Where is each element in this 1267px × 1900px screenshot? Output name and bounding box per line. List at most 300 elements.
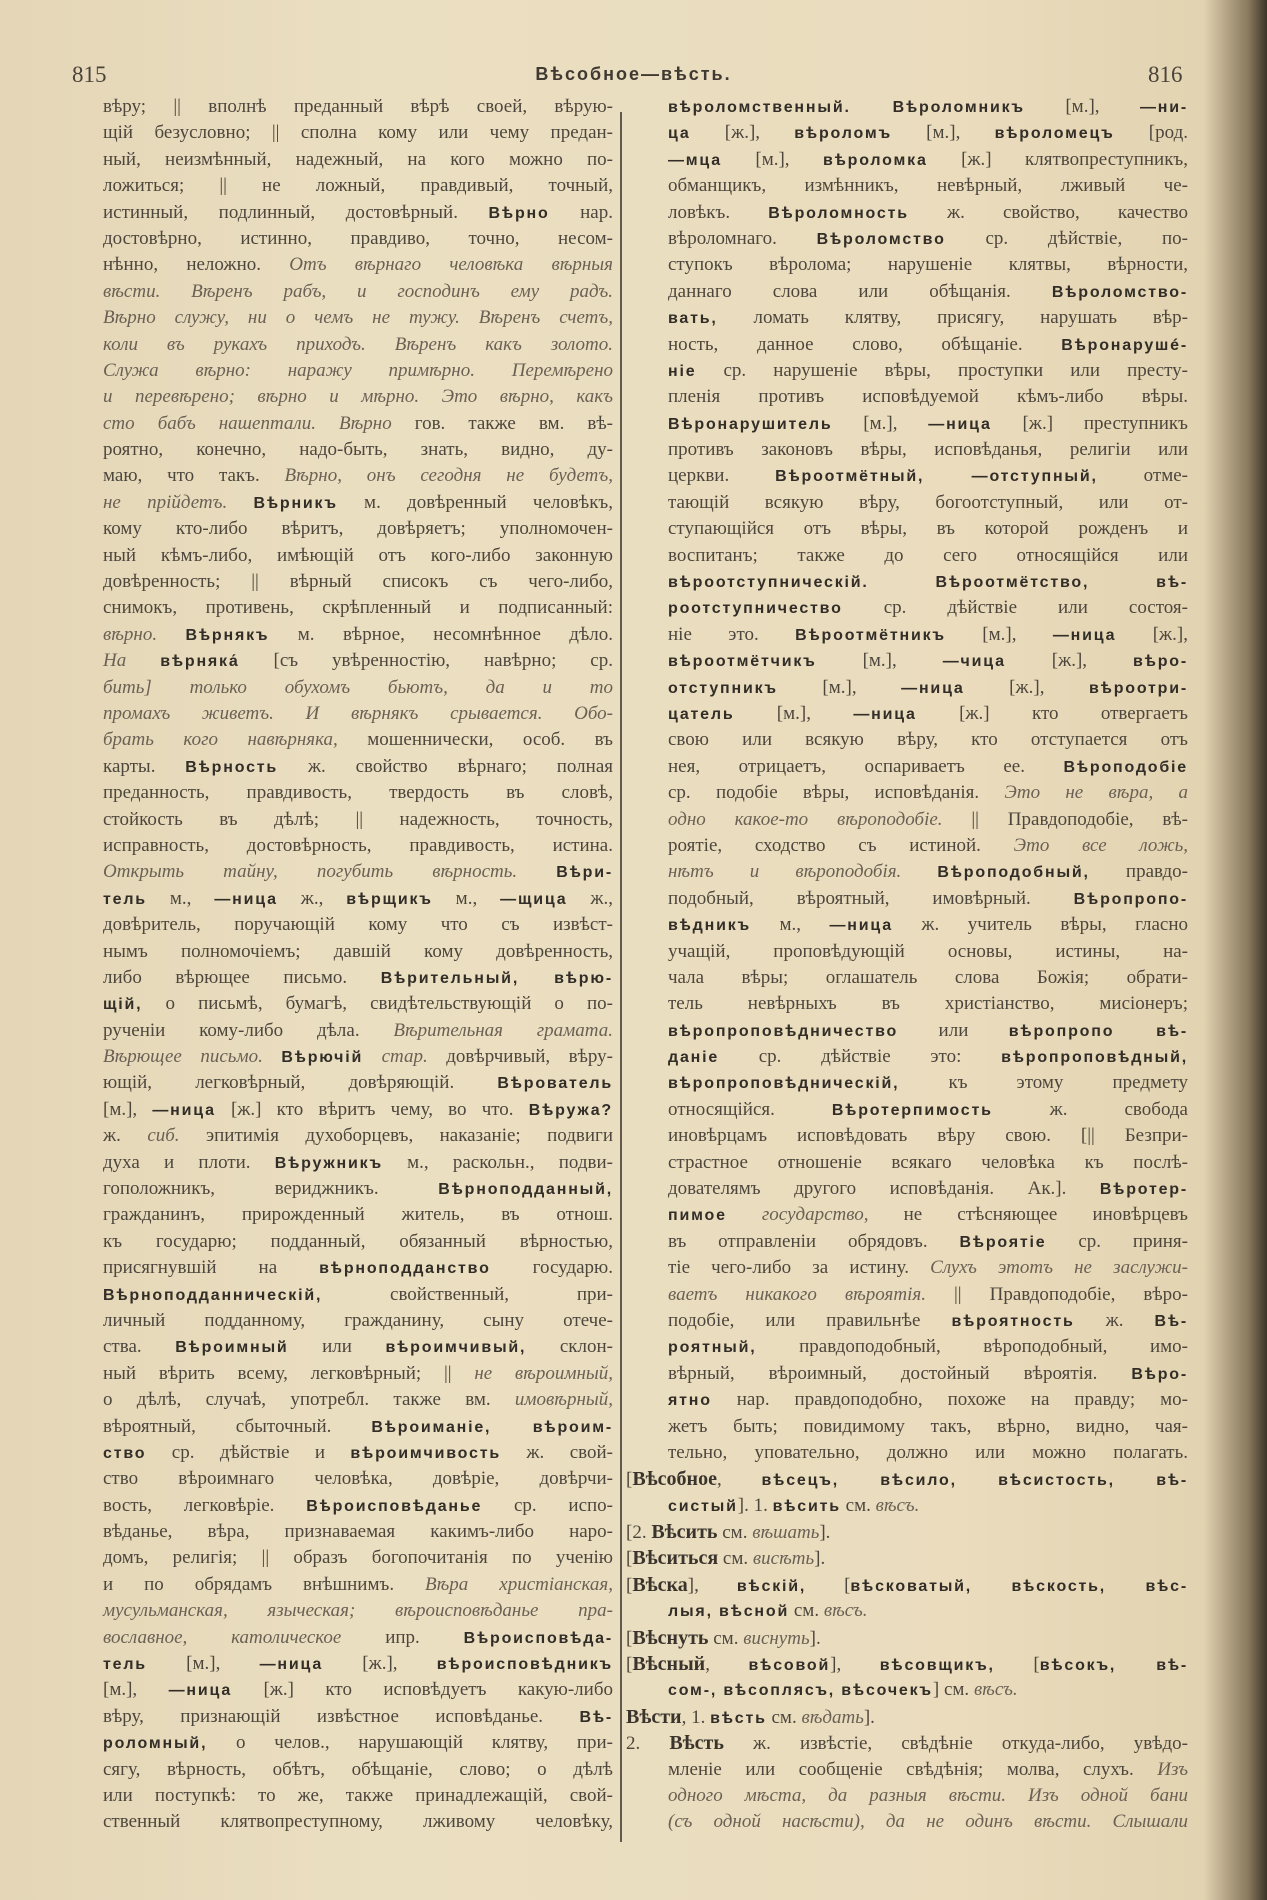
headword: —ница <box>928 415 992 433</box>
body-text: тающій всякую вѣру, богоотступный, или от- <box>668 491 1188 513</box>
text-line <box>668 912 1188 938</box>
text-line <box>668 332 1188 358</box>
body-text: [ж.] преступникъ <box>991 412 1188 434</box>
example-text: Вѣрно, онъ сегодня не будетъ, <box>284 465 613 487</box>
entry-headword: Вѣситься <box>632 1547 719 1570</box>
body-text: иновѣрцамъ исповѣдовать вѣру свою. [|| Безпри- <box>668 1125 1188 1147</box>
example-text: бить] только обухомъ бьютъ, да и то <box>103 676 613 698</box>
body-text: къ этому предмету <box>899 1072 1188 1094</box>
body-text: ]. <box>809 1627 821 1649</box>
example-text: Изъ <box>1157 1758 1188 1780</box>
text-line <box>668 1677 1188 1703</box>
headword: тель <box>103 1656 147 1674</box>
body-text: исправность, достовѣрность, правдивость, истина. <box>103 834 613 856</box>
text-line <box>668 1757 1188 1783</box>
body-text: 2. <box>626 1733 670 1755</box>
body-text: вѣрный, вѣроимный, достойный вѣроятія. <box>668 1362 1132 1384</box>
body-text: гоположникъ, вериджникъ. <box>103 1178 439 1200</box>
body-text: [м.], <box>816 650 943 672</box>
headword: тель <box>103 890 147 908</box>
body-text: ж., <box>567 887 613 909</box>
example-text: вѣсти. Вѣренъ рабъ, и господинъ ему радъ. <box>103 280 613 302</box>
body-text: [ <box>626 1627 633 1649</box>
text-line <box>668 1598 1188 1624</box>
headword: Вѣроятіе <box>959 1233 1047 1251</box>
body-text: эпитимія духоборцевъ, наказаніе; подвиги <box>179 1125 613 1147</box>
body-text: ср. нарушеніе вѣры, проступки или престу- <box>696 359 1188 381</box>
body-text: [ж.], <box>964 676 1090 698</box>
text-line <box>103 1414 613 1440</box>
headword: Вѣро- <box>1131 1365 1188 1383</box>
body-text: [2. <box>626 1522 652 1544</box>
body-text: обманщикъ, измѣнникъ, невѣрный, лживый че- <box>668 175 1188 197</box>
page-number-right: 816 <box>1148 62 1183 87</box>
headword: Вѣроиманіе, вѣроим- <box>371 1418 613 1436</box>
body-text: вѣру; || вполнѣ преданный вѣрѣ своей, вѣрую- <box>103 96 613 117</box>
headword: —мца <box>668 151 722 169</box>
body-text: о челов., нарушающій клятву, при- <box>207 1732 613 1754</box>
body-text: пленія противъ исповѣдуемой кѣмъ-либо вѣры. <box>668 386 1188 408</box>
body-text: [ж.] кто отвергаетъ <box>916 702 1188 724</box>
body-text: жетъ быть; повидимому такъ, вѣрно, видно, чая- <box>668 1415 1188 1437</box>
body-text: сягу, вѣрность, обѣтъ, обѣщаніе, слово; о дѣлѣ <box>103 1758 613 1780</box>
headword: Вѣрнякъ <box>185 626 270 644</box>
body-text: учащій, проповѣдующій основы, истины, на- <box>668 940 1188 962</box>
body-text: ср. подобіе вѣры, исповѣданія. <box>668 782 1005 804</box>
example-text: не прійдетъ. <box>103 491 254 513</box>
text-line <box>626 1466 1188 1492</box>
headword: вѣроотри- <box>1089 679 1188 697</box>
body-text: ющій, легковѣрный, довѣряющій. <box>103 1072 498 1094</box>
text-line <box>668 1176 1188 1202</box>
text-line <box>668 358 1188 384</box>
text-line <box>668 516 1188 542</box>
body-text: ственный клятвопреступному, лживому человѣку, <box>103 1811 613 1833</box>
body-text: ства. <box>103 1336 176 1358</box>
body-text: ], <box>830 1654 880 1676</box>
text-line <box>668 384 1188 410</box>
headword: Вѣронарушитель <box>668 415 833 433</box>
headword: вѣсецъ, вѣсило, вѣсистость, вѣ- <box>761 1472 1189 1490</box>
body-text: мленіе или сообщеніе свѣдѣнія; молва, слухъ. <box>668 1758 1158 1780</box>
text-line <box>103 1466 613 1492</box>
headword: Вѣружникъ <box>274 1154 383 1172</box>
headword: Вѣрноподданническій, <box>103 1286 323 1304</box>
text-line <box>103 1730 613 1756</box>
text-line <box>103 939 613 965</box>
text-line <box>103 1334 613 1360</box>
body-text: личный подданному, гражданину, сыну отече- <box>103 1309 613 1331</box>
headword: вѣроимчивый, <box>385 1339 527 1357</box>
headword: даніе <box>668 1049 720 1067</box>
headword: вѣрщикъ <box>346 890 433 908</box>
text-line <box>668 701 1188 727</box>
example-text: Вѣрно служу, ни о чемъ не тужу. Вѣренъ счетъ, <box>103 307 613 329</box>
body-text: [м.], <box>777 676 902 698</box>
headword: Вѣроподобіе <box>1063 758 1188 776</box>
body-text: м., <box>751 914 830 936</box>
example-text: мусульманская, языческая; вѣроисповѣданье пра- <box>103 1600 613 1622</box>
text-line <box>668 1414 1188 1440</box>
headword: Вѣроимный <box>175 1339 289 1357</box>
body-text: ]. <box>819 1522 831 1544</box>
text-line <box>626 1545 1188 1571</box>
text-line <box>668 1255 1188 1281</box>
text-line <box>668 1361 1188 1387</box>
text-line <box>103 807 613 833</box>
body-text: преданность, правдивость, твердость въ словѣ, <box>103 782 613 804</box>
text-line <box>668 886 1188 912</box>
body-text: государю. <box>490 1257 614 1279</box>
body-text: [м.], <box>832 412 929 434</box>
body-text: ср. дѣйствіе, по- <box>945 227 1189 249</box>
body-text: даннаго слова или обѣщанія. <box>668 280 1052 302</box>
entry-headword: Вѣсный <box>632 1653 706 1676</box>
headword: Вѣроисповѣда- <box>463 1629 613 1647</box>
headword: вѣроотмётчикъ <box>668 653 817 671</box>
example-text: Это все ложь, <box>1013 834 1189 856</box>
headword: вѣроисповѣдникъ <box>436 1656 613 1674</box>
text-line <box>103 1598 613 1624</box>
headword: —чица <box>942 653 1006 671</box>
body-text: ный, неизмѣнный, надежный, на кого можно по- <box>103 148 613 170</box>
headword: Вѣрительный, вѣрю- <box>380 969 613 987</box>
text-line <box>668 648 1188 674</box>
headword: Вѣрно <box>488 204 550 222</box>
body-text: довѣренность; || вѣрный списокъ съ чего-либо, <box>103 571 613 593</box>
headword: —ница <box>829 917 893 935</box>
body-text: , 1. <box>681 1706 711 1728</box>
body-text: или <box>288 1336 386 1358</box>
body-text: [ж.] кто исповѣдуетъ какую-либо <box>232 1679 613 1701</box>
body-text: [ <box>626 1654 633 1676</box>
body-text: [м.], <box>734 702 854 724</box>
body-text: см. <box>766 1706 802 1728</box>
example-text: ваетъ никакого вѣроятія. <box>668 1283 926 1305</box>
headword: —щица <box>500 890 568 908</box>
body-text: [род. <box>1114 122 1188 144</box>
headword: —ница <box>168 1682 233 1700</box>
text-line <box>668 252 1188 278</box>
text-line <box>103 411 613 437</box>
example-text: одно какое-то вѣроподобіе. <box>668 808 943 830</box>
text-line <box>103 173 613 199</box>
body-text: см. <box>708 1627 744 1649</box>
text-line <box>103 226 613 252</box>
example-text: нѣтъ и вѣроподобія. <box>668 861 938 883</box>
body-text: вѣру, признающій извѣстное исповѣданье. <box>103 1705 580 1727</box>
text-line <box>103 754 613 780</box>
text-line <box>103 252 613 278</box>
body-text: стойкость въ дѣлѣ; || надежность, точность, <box>103 808 613 830</box>
body-text: свою или всякую вѣру, кто отступается отъ <box>668 729 1188 751</box>
headword: вѣсковатый, вѣскость, вѣс- <box>850 1577 1189 1595</box>
text-line <box>668 595 1188 621</box>
body-text: нымъ полномочіемъ; давшій кому довѣренность, <box>103 940 613 962</box>
body-text: въ отправленіи обрядовъ. <box>668 1230 960 1252</box>
headword: щій, <box>103 996 143 1014</box>
example-text: коли въ рукахъ приходъ. Вѣренъ какъ золото. <box>103 333 613 355</box>
text-line <box>103 543 613 569</box>
body-text: ж., <box>277 887 347 909</box>
text-line <box>626 1704 1188 1730</box>
example-text: и перевѣрено; вѣрно и мѣрно. Это вѣрно, какъ <box>103 386 613 408</box>
text-line <box>103 1677 613 1703</box>
text-line <box>668 1070 1188 1096</box>
example-text: Это не вѣра, а <box>1004 782 1188 804</box>
text-line <box>103 1572 613 1598</box>
text-line <box>668 1308 1188 1334</box>
body-text: довѣритель, поручающій кому что съ извѣст- <box>103 914 613 936</box>
headword: вѣропропо вѣ- <box>1008 1022 1188 1040</box>
left-column <box>103 94 613 1836</box>
text-line <box>103 1809 613 1835</box>
headword: вѣрняка́ <box>160 653 240 671</box>
body-text: либо вѣрющее письмо. <box>103 966 381 988</box>
body-text: нѣнно, неложно. <box>103 254 290 276</box>
headword: Вѣронарушé- <box>1061 336 1188 354</box>
headword: Вѣружа? <box>528 1101 613 1119</box>
body-text: гражданинъ, прирожденный житель, въ отнош. <box>103 1204 613 1226</box>
example-text: вѣрно. <box>103 623 186 645</box>
body-text: [м.], <box>146 1653 260 1675</box>
text-line <box>103 1176 613 1202</box>
text-line <box>668 173 1188 199</box>
headword: вѣропроповѣдническій, <box>668 1075 900 1093</box>
body-text: см. <box>840 1494 876 1516</box>
body-text: ложиться; || не ложный, правдивый, точный, <box>103 175 613 197</box>
body-text: ніе это. <box>668 623 796 645</box>
example-text: брать кого навѣрняка, <box>103 729 338 751</box>
body-text: ж. <box>1074 1309 1155 1331</box>
body-text: духа и плоти. <box>103 1151 275 1173</box>
text-line <box>103 701 613 727</box>
text-line <box>668 675 1188 701</box>
headword: роятный, <box>668 1339 757 1357</box>
text-line <box>668 1044 1188 1070</box>
headword: Вѣроотмётникъ <box>795 626 946 644</box>
body-text: ство вѣроимнаго человѣка, довѣріе, довѣрчи- <box>103 1468 613 1490</box>
text-line <box>103 859 613 885</box>
headword: —ница <box>853 705 917 723</box>
text-line <box>668 754 1188 780</box>
text-line <box>103 200 613 226</box>
headword: вѣсокъ, вѣ- <box>1039 1657 1189 1675</box>
body-text: ж. учитель вѣры, гласно <box>892 914 1188 936</box>
text-line <box>103 1070 613 1096</box>
example-text: одного мѣста, да разныя вѣсти. Изъ одной бани <box>668 1785 1188 1806</box>
body-text: [м.], <box>891 122 995 144</box>
body-text: , <box>705 1654 749 1676</box>
body-text: [ж.] кто вѣритъ чему, во что. <box>215 1098 529 1120</box>
text-line <box>103 1757 613 1783</box>
page-number-left: 815 <box>72 62 107 87</box>
body-text: [ <box>626 1548 633 1570</box>
body-text: [м.], <box>945 623 1053 645</box>
text-line <box>103 1704 613 1730</box>
body-text: м. довѣренный человѣкъ, <box>337 491 614 513</box>
body-text: присягнувшій на <box>103 1257 320 1279</box>
body-text: ж. свойство вѣрнаго; полная <box>278 755 613 777</box>
text-line <box>668 991 1188 1017</box>
text-line <box>668 833 1188 859</box>
text-line <box>668 1150 1188 1176</box>
text-line <box>668 965 1188 991</box>
body-text: кому кто-либо вѣритъ, довѣряетъ; уполномочен- <box>103 518 613 540</box>
text-line <box>668 490 1188 516</box>
example-text: Вѣрющее письмо. <box>103 1046 282 1068</box>
text-line <box>668 120 1188 146</box>
headword: Вѣроотмётный, —отступный, <box>775 468 1098 486</box>
body-text: противъ законовъ вѣры, исповѣданья, религіи или <box>668 439 1188 461</box>
headword: вать, <box>668 310 718 328</box>
text-line <box>103 1545 613 1571</box>
body-text: гов. также вм. вѣ- <box>391 412 613 434</box>
body-text: карты. <box>103 755 186 777</box>
body-text: щій безусловно; || сполна кому или чему предан- <box>103 122 613 144</box>
body-text: роятіе, сходство съ истиной. <box>668 834 1014 856</box>
body-text: ж. извѣстіе, свѣдѣніе откуда-либо, увѣдо- <box>723 1733 1189 1755</box>
text-line <box>103 1783 613 1809</box>
text-line <box>103 1282 613 1308</box>
text-line <box>668 411 1188 437</box>
text-line <box>668 622 1188 648</box>
text-line <box>668 1097 1188 1123</box>
body-text: ж. свобода <box>992 1098 1188 1120</box>
example-text: вославное, католическое <box>103 1626 342 1648</box>
text-line <box>626 1572 1188 1598</box>
text-line <box>626 1651 1188 1677</box>
text-line <box>626 1625 1188 1651</box>
body-text: страстное отношеніе всякаго человѣка къ послѣ- <box>668 1151 1188 1173</box>
body-text: см. <box>717 1522 753 1544</box>
headword: —ница <box>152 1101 216 1119</box>
headword: вѣсть <box>710 1709 767 1727</box>
body-text: и по обрядамъ внѣшнимъ. <box>103 1573 426 1595</box>
example-text: сто бабъ нашептали. Вѣрно <box>103 412 392 434</box>
entry-headword: Вѣснуть <box>632 1626 709 1649</box>
text-line <box>103 1440 613 1466</box>
body-text: нар. правдоподобно, похоже на правду; мо- <box>711 1389 1188 1411</box>
example-text: Вѣрительная грамата. <box>393 1019 614 1041</box>
text-line <box>103 912 613 938</box>
headword: роломный, <box>103 1735 208 1753</box>
text-line <box>668 859 1188 885</box>
text-line <box>103 569 613 595</box>
headword: цатель <box>668 705 735 723</box>
body-text: м., раскольн., подви- <box>382 1151 613 1173</box>
text-line <box>668 1783 1188 1809</box>
headword: —ница <box>259 1656 324 1674</box>
text-line <box>103 305 613 331</box>
body-text: [м.], <box>1024 96 1140 117</box>
body-text: нея, отрицаетъ, оспариваетъ ее. <box>668 755 1064 777</box>
text-line <box>103 727 613 753</box>
body-text: тіе чего-либо за истину. <box>668 1257 931 1279</box>
headword: —ница <box>1052 626 1117 644</box>
text-line <box>668 543 1188 569</box>
example-text: вѣсъ. <box>973 1679 1018 1701</box>
headword: —ница <box>214 890 278 908</box>
example-text: Открыть тайну, погубить вѣрность. <box>103 861 557 883</box>
headword: сом-, вѣсоплясъ, вѣсочекъ <box>668 1682 933 1700</box>
body-text: [ <box>806 1574 851 1596</box>
body-text: [м.], <box>103 1679 169 1701</box>
text-line <box>103 1044 613 1070</box>
body-text: || Правдоподобіе, вѣ- <box>942 808 1188 830</box>
text-line <box>668 279 1188 305</box>
text-line <box>103 463 613 489</box>
body-text: ср. дѣйствіе и <box>146 1441 351 1463</box>
text-line <box>626 1730 1188 1756</box>
headword: Вѣротерпимость <box>831 1101 993 1119</box>
headword: ство <box>103 1444 147 1462</box>
body-text: ср. дѣйствіе или состоя- <box>842 597 1188 619</box>
example-text: государство, <box>726 1204 869 1226</box>
headword: вѣропроповѣдничество <box>668 1022 899 1040</box>
body-text: ж. свой- <box>501 1441 613 1463</box>
body-text: ступокъ вѣролома; нарушеніе клятвы, вѣрности, <box>668 254 1188 276</box>
body-text: достовѣрно, истинно, правдиво, точно, несом- <box>103 227 613 249</box>
body-text: ный вѣрить всему, легковѣрный; || <box>103 1362 475 1384</box>
body-text: [ <box>994 1654 1040 1676</box>
example-text: висѣть <box>752 1548 815 1570</box>
body-text: м. вѣрное, несомнѣнное дѣло. <box>269 623 613 645</box>
text-line <box>103 1097 613 1123</box>
body-text: домъ, религія; || образъ богопочитанія по ученію <box>103 1547 613 1569</box>
headword: вѣсовой <box>748 1657 831 1675</box>
text-line <box>668 1229 1188 1255</box>
text-line <box>103 1255 613 1281</box>
body-text: ]. <box>863 1706 875 1728</box>
body-text: свойственный, при- <box>322 1283 613 1305</box>
headword: —ница <box>901 679 965 697</box>
body-text: къ государю; подданный, обязанный вѣрностью, <box>103 1230 613 1252</box>
text-line <box>668 939 1188 965</box>
text-line <box>668 1387 1188 1413</box>
body-text: ный кѣмъ-либо, имѣющій отъ кого-либо законную <box>103 544 613 566</box>
headword: вѣроятность <box>951 1312 1075 1330</box>
body-text: о письмѣ, бумагѣ, свидѣтельствующій о по- <box>142 993 613 1015</box>
text-line <box>103 1229 613 1255</box>
headword: Вѣротер- <box>1099 1181 1188 1199</box>
body-text: , <box>716 1469 762 1491</box>
body-text: правдоподобный, вѣроподобный, имо- <box>756 1336 1188 1358</box>
text-line <box>668 1493 1188 1519</box>
text-line <box>668 94 1188 120</box>
body-text: чала вѣры; оглашатель слова Божія; обрати- <box>668 966 1188 988</box>
body-text: [ <box>626 1469 633 1491</box>
headword: Вѣри- <box>556 864 613 882</box>
headword: Вѣрючій <box>281 1049 364 1067</box>
headword: Вѣ- <box>579 1708 613 1726</box>
body-text: || Правдоподобіе, вѣро- <box>925 1283 1188 1305</box>
headword: вѣроломъ <box>794 125 892 143</box>
body-text: [ж.], <box>323 1653 437 1675</box>
headword: Вѣрникъ <box>253 494 338 512</box>
body-text: ж. свойство, качество <box>908 201 1188 223</box>
body-text: ступающійся отъ вѣры, въ которой рожденъ и <box>668 518 1188 540</box>
entry-headword: Вѣска <box>632 1573 688 1596</box>
body-text: ср. приня- <box>1046 1230 1188 1252</box>
body-text: [ж.], <box>1005 650 1134 672</box>
text-line <box>668 147 1188 173</box>
text-line <box>668 226 1188 252</box>
entry-headword: Вѣсти <box>626 1705 682 1728</box>
body-text: ность, данное слово, обѣщаніе. <box>668 333 1062 355</box>
headword: вѣроотступническій. Вѣроотмётство, вѣ- <box>668 574 1188 592</box>
body-text: церкви. <box>668 465 776 487</box>
